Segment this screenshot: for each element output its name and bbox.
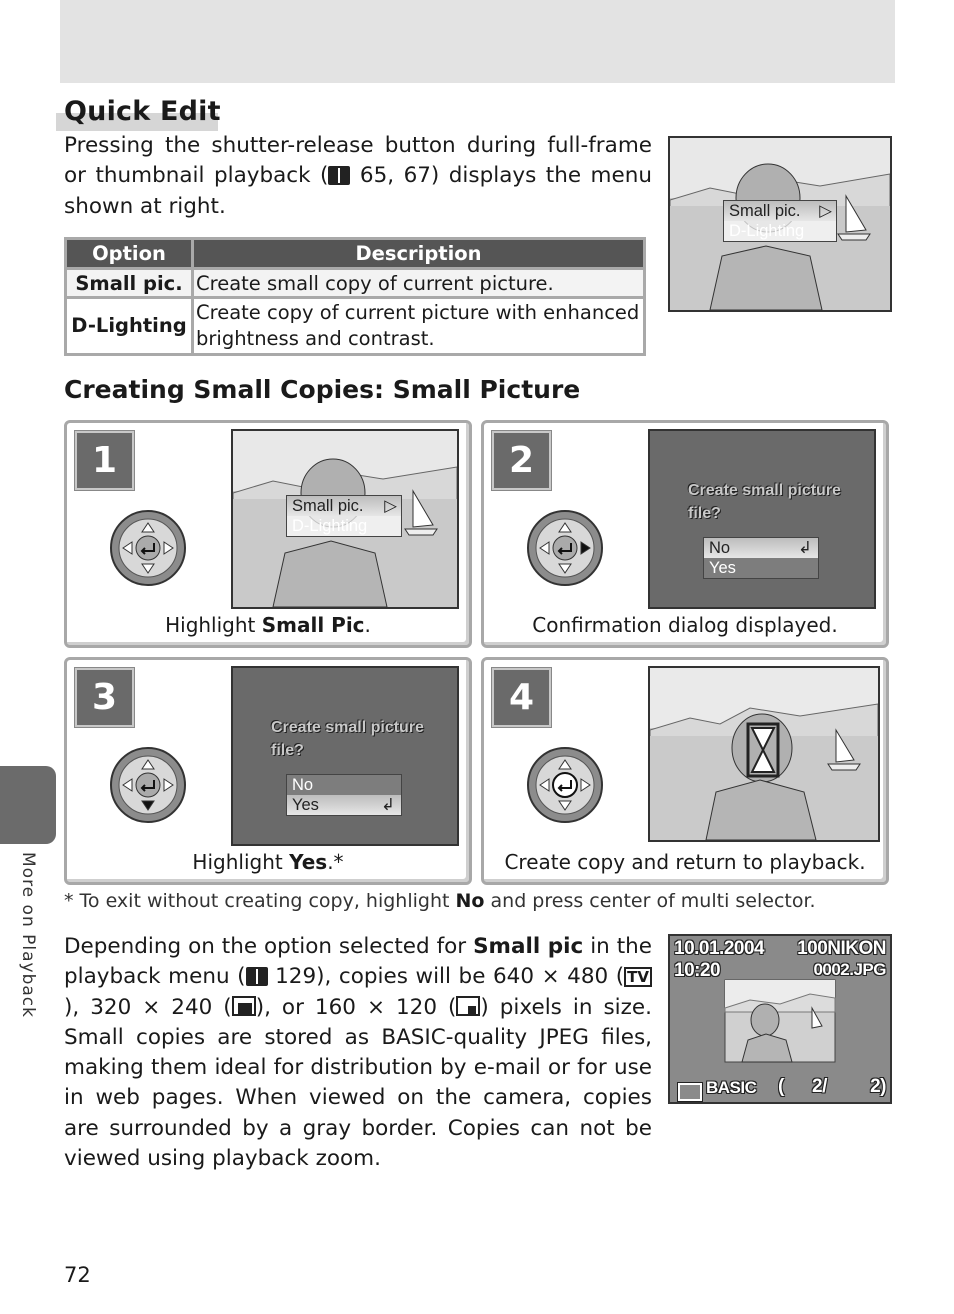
options-table <box>64 237 646 356</box>
confirm-dialog <box>703 537 819 579</box>
step-3-screen <box>231 666 459 846</box>
step-number: 1 <box>75 431 134 490</box>
image-size-icon <box>678 1083 702 1101</box>
dialog-title-line-1: Create small picture <box>271 719 424 736</box>
menu-item-d-lighting[interactable]: D-Lighting <box>729 222 805 240</box>
step-1-screen <box>231 429 459 609</box>
dialog-option-yes[interactable]: Yes <box>709 559 736 577</box>
multi-selector-icon <box>526 746 604 824</box>
table-header-option: Option <box>66 239 193 269</box>
multi-selector-icon <box>526 509 604 587</box>
quick-edit-menu <box>286 495 402 537</box>
enter-icon: ↲ <box>798 539 812 557</box>
confirm-dialog <box>286 774 402 816</box>
osd-time: 10:20 <box>674 960 721 981</box>
table-cell-option: Small pic. <box>66 269 193 298</box>
dialog-title-line-1: Create small picture <box>688 482 841 499</box>
page-number: 72 <box>64 1263 91 1287</box>
caption-suffix: . <box>364 613 371 637</box>
menu-screen-preview <box>668 136 892 312</box>
table-row <box>66 269 645 298</box>
playback-screen <box>668 934 892 1104</box>
menu-item-small-pic[interactable] <box>287 496 401 516</box>
dialog-title <box>271 716 424 762</box>
footnote-suffix: and press center of multi selector. <box>484 890 816 912</box>
scene-illustration <box>650 668 878 840</box>
table-cell-description: Create copy of current picture with enhanced brightness and contrast. <box>193 298 645 355</box>
menu-item-small-pic-label: Small pic. <box>729 202 801 220</box>
details-text-2: in the playback menu ( <box>64 934 653 990</box>
step-number: 3 <box>75 668 134 727</box>
details-text-6: ) pixels in size. Small copies are stored as BASIC-quality JPEG files, making them ideal for distribution by e-mail or for use in web pages. When viewed on the camera, copies are surrounded by a gray border. Copies can not be viewed using playback zoom. <box>64 994 652 1172</box>
step-panel-2 <box>481 420 889 648</box>
dialog-title <box>688 479 841 525</box>
menu-item-d-lighting[interactable]: D-Lighting <box>292 517 368 535</box>
caption-text: Highlight <box>165 613 262 637</box>
chapter-tab <box>0 766 56 844</box>
osd-counter-current: 2/ <box>812 1076 827 1097</box>
quick-edit-menu <box>723 200 837 242</box>
step-caption <box>484 850 886 874</box>
footnote-emphasis: No <box>455 890 485 912</box>
step-2-screen <box>648 429 876 609</box>
tv-size-icon: TV <box>624 967 652 987</box>
dialog-title-line-2: file? <box>688 505 721 522</box>
table-row <box>66 298 645 355</box>
book-reference-icon <box>246 967 268 986</box>
step-panel-3 <box>64 657 472 885</box>
intro-paragraph <box>64 131 652 222</box>
dialog-title-line-2: file? <box>271 742 304 759</box>
details-emphasis: Small pic <box>473 934 584 959</box>
enter-icon: ↲ <box>381 796 395 814</box>
section-title: Creating Small Copies: Small Picture <box>64 375 581 404</box>
size-320-icon <box>232 996 256 1016</box>
caption-suffix: .* <box>327 850 344 874</box>
caption-text: Highlight <box>192 850 290 874</box>
book-reference-icon <box>328 166 350 185</box>
dialog-option-yes-label: Yes <box>292 796 319 814</box>
osd-quality: BASIC <box>706 1078 757 1097</box>
table-cell-option: D-Lighting <box>66 298 193 355</box>
menu-item-small-pic-label: Small pic. <box>292 497 364 515</box>
size-160-icon <box>456 996 480 1016</box>
step-panel-4 <box>481 657 889 885</box>
dialog-option-no-label: No <box>709 539 731 557</box>
osd-counter-open: ( <box>778 1076 784 1097</box>
step-caption <box>484 613 886 637</box>
multi-selector-icon <box>109 509 187 587</box>
step-4-screen <box>648 666 880 842</box>
arrow-right-icon: ▷ <box>384 497 397 515</box>
step-caption <box>67 850 469 874</box>
caption-text: Create copy and return to playback. <box>504 850 866 874</box>
page-title: Quick Edit <box>64 96 221 127</box>
arrow-right-icon: ▷ <box>819 202 832 220</box>
step-caption <box>67 613 469 637</box>
details-text-4: ), 320 × 240 ( <box>64 994 232 1020</box>
footnote <box>64 890 816 912</box>
osd-counter-total: 2) <box>870 1076 886 1097</box>
details-paragraph <box>64 932 652 1174</box>
menu-item-small-pic[interactable] <box>724 201 836 221</box>
dialog-option-no[interactable] <box>704 538 818 558</box>
details-text-1: Depending on the option selected for <box>64 934 474 959</box>
multi-selector-icon <box>109 746 187 824</box>
intro-text: Pressing the shutter-release button during full-frame or thumbnail playback ( <box>64 133 652 189</box>
step-number: 2 <box>492 431 551 490</box>
osd-date: 10.01.2004 <box>674 938 765 959</box>
table-cell-description: Create small copy of current picture. <box>193 269 645 298</box>
osd-folder: 100NIKON <box>797 938 886 959</box>
details-text-5: ), or 160 × 120 ( <box>255 994 457 1020</box>
chapter-label: More on Playback <box>18 852 38 1018</box>
intro-refs: 65, 67) displays the menu shown at right. <box>64 163 652 219</box>
caption-emphasis: Small Pic <box>261 613 365 637</box>
caption-text: Confirmation dialog displayed. <box>532 613 838 637</box>
caption-emphasis: Yes <box>289 850 328 874</box>
dialog-option-yes[interactable] <box>287 795 401 815</box>
step-number: 4 <box>492 668 551 727</box>
dialog-option-no[interactable]: No <box>292 776 314 794</box>
header-band <box>60 0 895 83</box>
details-text-3: 129), copies will be 640 × 480 ( <box>267 964 625 990</box>
footnote-text: * To exit without creating copy, highlight <box>64 890 456 912</box>
table-header-description: Description <box>193 239 645 269</box>
osd-file: 0002.JPG <box>813 960 886 979</box>
step-panel-1 <box>64 420 472 648</box>
